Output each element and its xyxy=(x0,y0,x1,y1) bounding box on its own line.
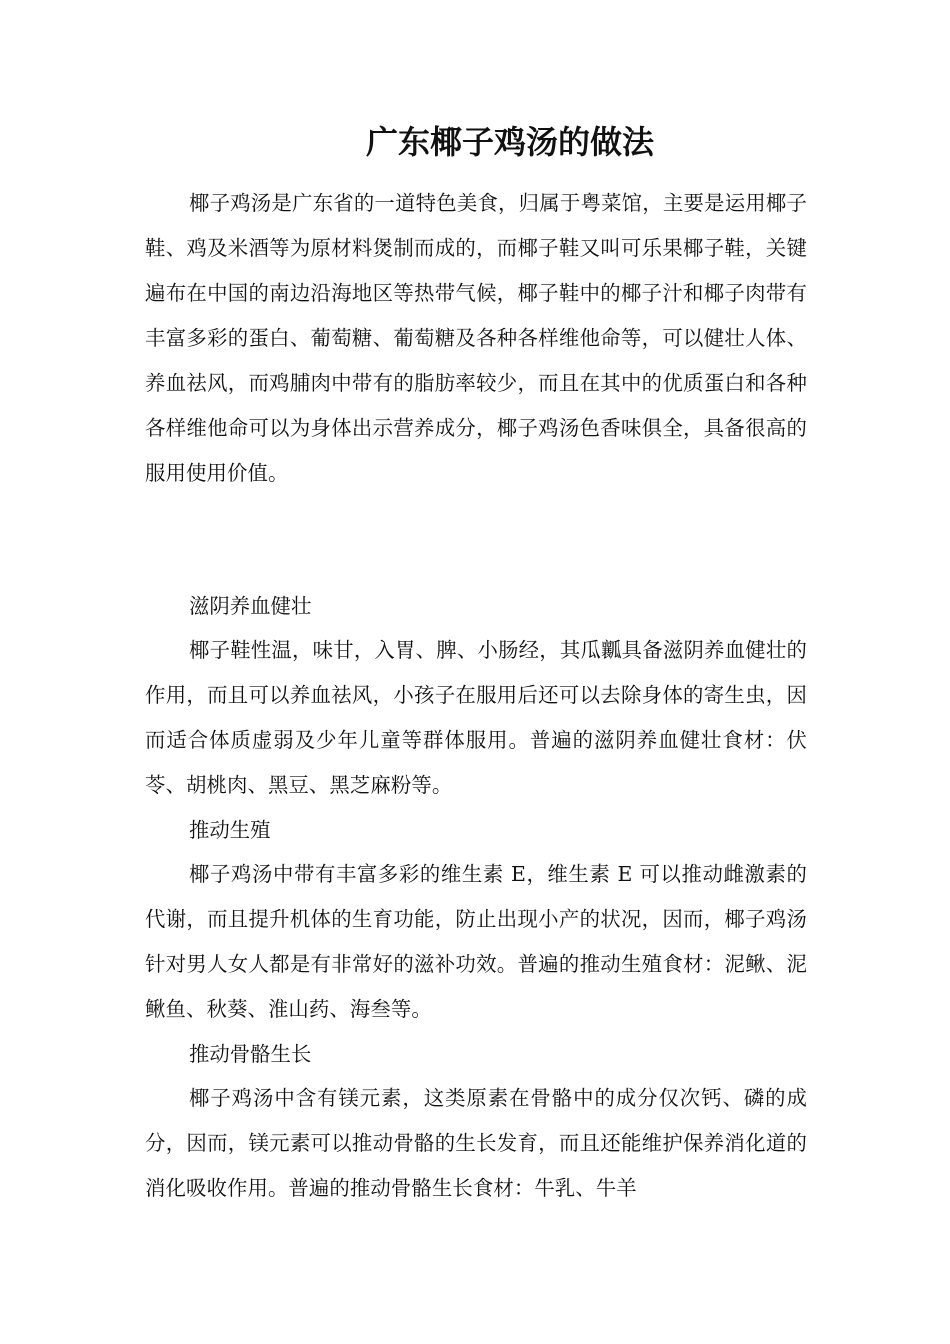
section-heading-nourish: 滋阴养血健壮 xyxy=(189,594,312,618)
section-heading-bone-growth: 推动骨骼生长 xyxy=(189,1042,312,1066)
section-heading-reproduction: 推动生殖 xyxy=(189,818,271,842)
section-paragraph-nourish: 椰子鞋性温，味甘，入胃、脾、小肠经，其瓜瓤具备滋阴养血健壮的作用，而且可以养血祛风，小孩子在服用后还可以去除身体的寄生虫，因而适合体质虚弱及少年儿童等群体服用。普遍的滋阴养血健壮食材：伏苓、胡桃肉、黑豆、黑芝麻粉等。 xyxy=(145,638,807,797)
section-paragraph-reproduction: 椰子鸡汤中带有丰富多彩的维生素 E，维生素 E 可以推动雌激素的代谢，而且提升机体的生育功能，防止出现小产的状况，因而，椰子鸡汤针对男人女人都是有非常好的滋补功效。普遍的推动生殖食材：泥鳅、泥鳅鱼、秋葵、淮山药、海叁等。 xyxy=(145,862,807,1021)
section-paragraph-bone-growth: 椰子鸡汤中含有镁元素，这类原素在骨骼中的成分仅次钙、磷的成分，因而，镁元素可以推动骨骼的生长发育，而且还能维护保养消化道的消化吸收作用。普遍的推动骨骼生长食材：牛乳、牛羊 xyxy=(145,1086,807,1200)
page-title: 广东椰子鸡汤的做法 xyxy=(365,123,654,161)
intro-paragraph: 椰子鸡汤是广东省的一道特色美食，归属于粤菜馆，主要是运用椰子鞋、鸡及米酒等为原材料煲制而成的，而椰子鞋又叫可乐果椰子鞋，关键遍布在中国的南边沿海地区等热带气候，椰子鞋中的椰子汁和椰子肉带有丰富多彩的蛋白、葡萄糖、葡萄糖及各种各样维他命等，可以健壮人体、养血祛风，而鸡脯肉中带有的脂肪率较少，而且在其中的优质蛋白和各种各样维他命可以为身体出示营养成分，椰子鸡汤色香味俱全，具备很高的服用使用价值。 xyxy=(145,191,807,485)
